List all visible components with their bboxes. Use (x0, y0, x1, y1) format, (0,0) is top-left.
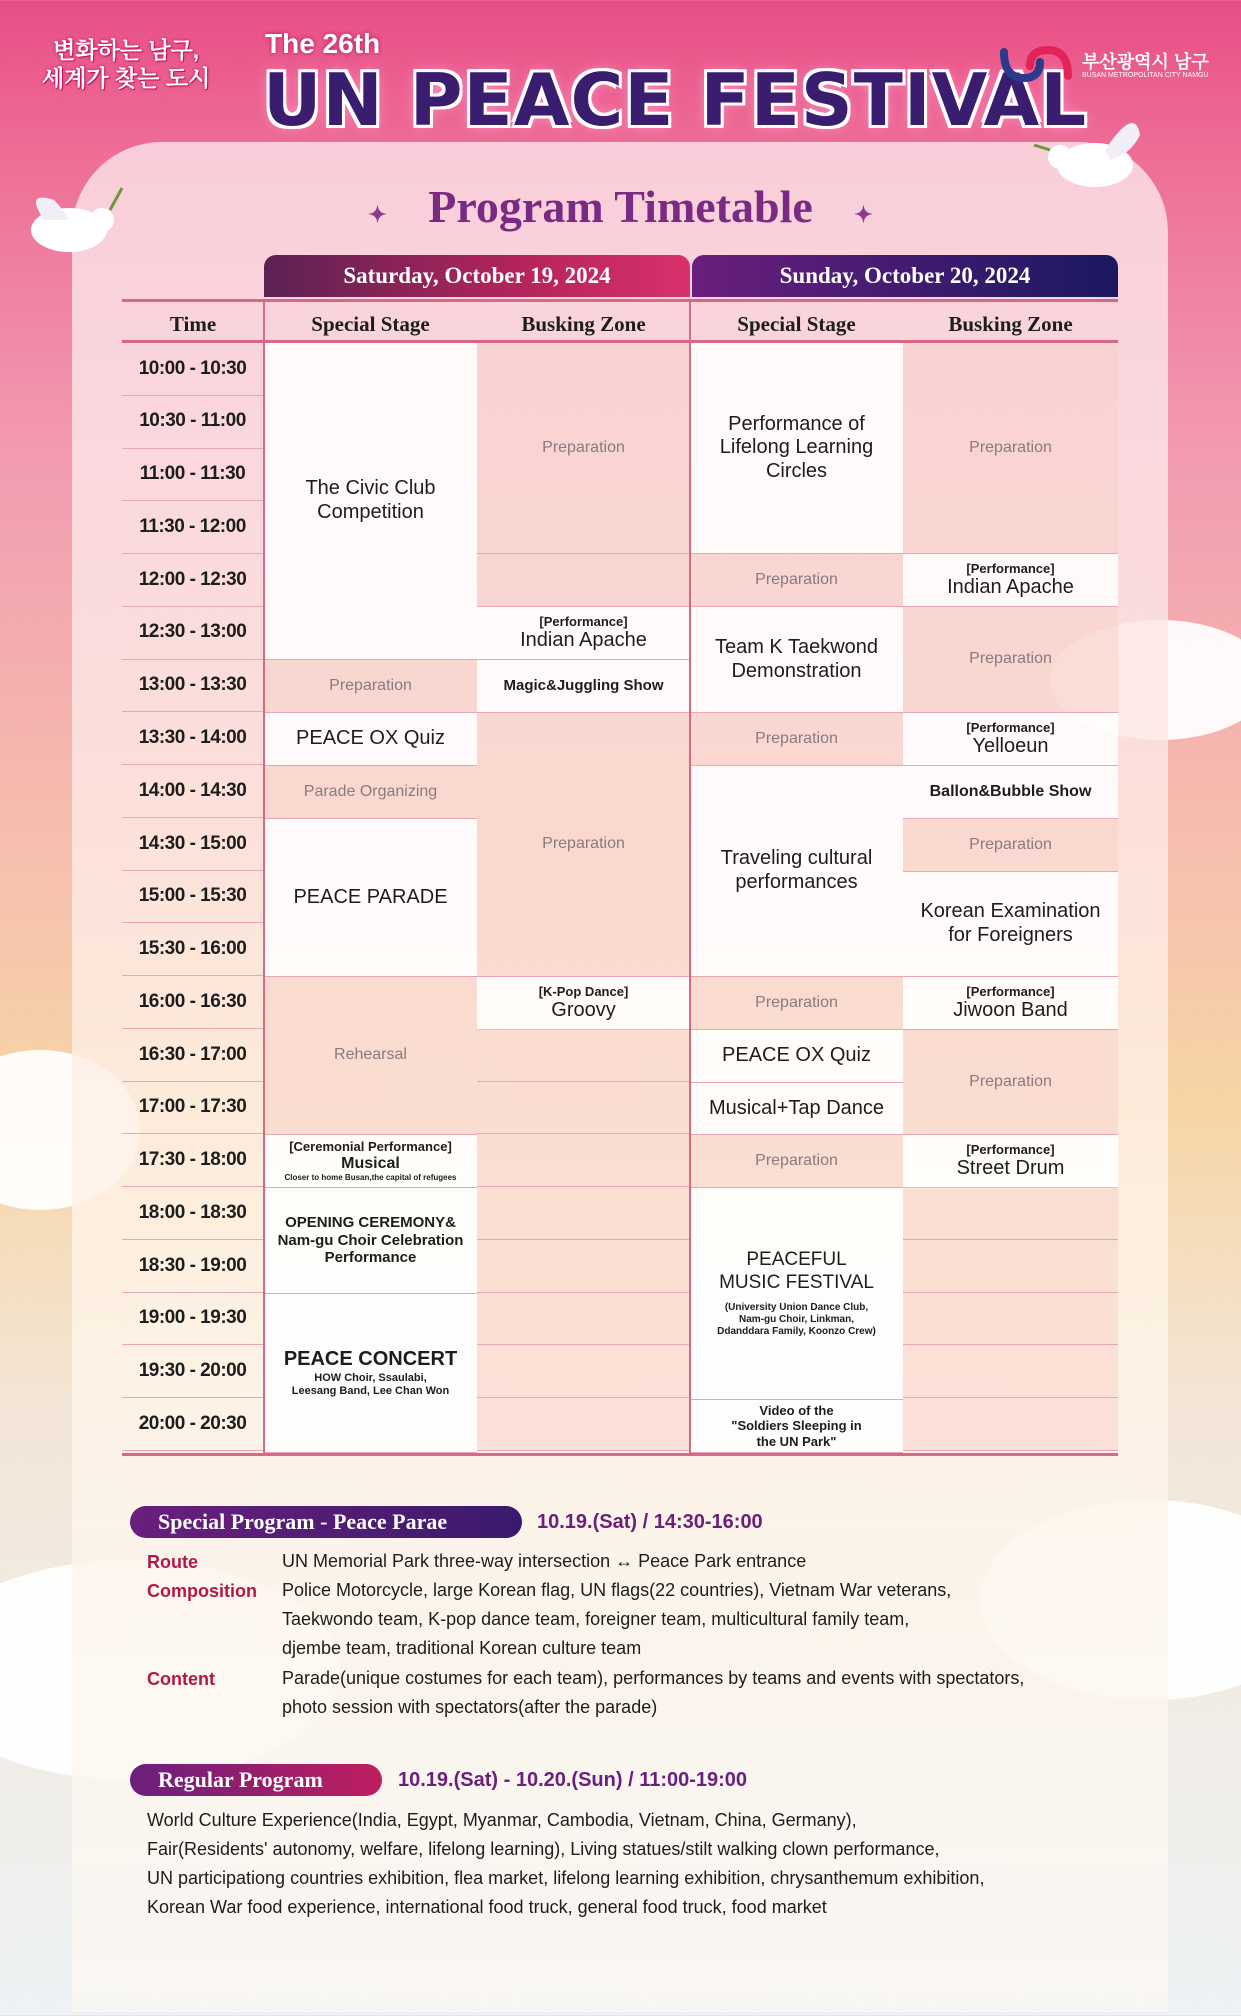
event-title: performances (735, 871, 858, 893)
event-title: Yelloeun (972, 734, 1049, 757)
time-slot: 15:30 - 16:00 (122, 923, 263, 976)
event-title: Circles (765, 459, 828, 482)
event-tag: [Ceremonial Performance] (289, 1139, 452, 1155)
time-slot: 19:30 - 20:00 (122, 1345, 263, 1398)
event-note: Ddanddara Family, Koonzo Crew) (717, 1325, 876, 1337)
column-header-time: Time (122, 299, 264, 343)
regular-program-badge: Regular Program (130, 1764, 382, 1796)
event-title: Street Drum (956, 1156, 1065, 1179)
column-header-sat-busking: Busking Zone (477, 299, 690, 343)
event-title: Musical (341, 1154, 400, 1172)
sat-stage-ox-quiz (264, 713, 477, 766)
sat-stage-peace-parade (264, 819, 477, 977)
time-slot: 10:00 - 10:30 (122, 343, 263, 396)
event-tag: [Performance] (966, 560, 1055, 576)
sat-busking-groovy (477, 977, 690, 1030)
day-header-sunday: Sunday, October 20, 2024 (692, 255, 1118, 297)
event-note: HOW Choir, Ssaulabi, (314, 1371, 427, 1384)
column-header-sat-stage: Special Stage (264, 299, 477, 343)
sun-busking-preparation (903, 1030, 1118, 1135)
event-note: (University Union Dance Club, (724, 1302, 869, 1314)
empty-slot (477, 1134, 690, 1187)
event-tag: [Performance] (966, 983, 1055, 999)
column-divider (263, 299, 265, 1453)
slogan-line: 세계가 찾는 도시 (42, 65, 211, 91)
sun-busking-preparation (903, 819, 1118, 872)
sun-stage-musical-tap-dance (690, 1083, 903, 1135)
empty-slot (477, 1293, 690, 1346)
sparkle-icon: ✦ (368, 202, 387, 227)
sun-busking-yelloeun (903, 713, 1118, 766)
event-title: Nam-gu Choir Celebration (277, 1231, 464, 1249)
time-slot: 14:00 - 14:30 (122, 765, 263, 818)
empty-slot (477, 1029, 690, 1082)
composition-line: djembe team, traditional Korean culture team (282, 1638, 642, 1658)
content-line: photo session with spectators(after the parade) (282, 1697, 658, 1717)
slogan (42, 36, 210, 92)
sun-stage-preparation (690, 1135, 903, 1188)
festival-title: UN PEACE FESTIVAL (263, 58, 1088, 142)
event-tag: [K-Pop Dance] (538, 983, 629, 999)
regular-program-text (147, 1806, 984, 1922)
time-slot: 12:00 - 12:30 (122, 554, 263, 607)
time-slot: 10:30 - 11:00 (122, 396, 263, 449)
prep-label: Preparation (969, 835, 1052, 853)
event-title: the UN Park" (756, 1433, 837, 1449)
sat-stage-parade-organizing (264, 766, 477, 819)
empty-slot (903, 1293, 1118, 1346)
time-slot: 20:00 - 20:30 (122, 1398, 263, 1451)
composition-line: Police Motorcycle, large Korean flag, UN flags(22 countries), Vietnam War veterans, (282, 1580, 952, 1600)
table-bottom-border (122, 1453, 1118, 1456)
namgu-logo-text: 부산광역시 남구 (1082, 52, 1209, 72)
sat-stage-civic-club (264, 343, 477, 660)
sun-busking-preparation (903, 607, 1118, 713)
time-slot: 14:30 - 15:00 (122, 818, 263, 871)
time-slot: 13:30 - 14:00 (122, 712, 263, 765)
time-slot: 11:30 - 12:00 (122, 501, 263, 554)
event-title: Lifelong Learning (719, 436, 874, 459)
prep-label: Parade Organizing (303, 782, 438, 800)
sparkle-icon: ✦ (854, 202, 873, 227)
sun-stage-video (690, 1400, 903, 1453)
event-title: Groovy (551, 998, 616, 1021)
empty-slot (903, 1398, 1118, 1451)
sat-stage-opening-ceremony (264, 1188, 477, 1294)
column-header-sun-busking: Busking Zone (903, 299, 1118, 343)
column-header-sun-stage: Special Stage (690, 299, 903, 343)
sun-busking-jiwoon-band (903, 977, 1118, 1030)
regular-program-line: World Culture Experience(India, Egypt, Myanmar, Cambodia, Vietnam, China, Germany), (147, 1810, 857, 1830)
event-title: Performance of (728, 412, 865, 435)
special-program-date: 10.19.(Sat) / 14:30-16:00 (537, 1511, 763, 1533)
sun-busking-korean-exam (903, 872, 1118, 977)
sat-stage-musical (264, 1135, 477, 1188)
event-title: OPENING CEREMONY& (285, 1213, 456, 1231)
event-tag: [Performance] (966, 719, 1055, 735)
namgu-logo-icon (1000, 44, 1072, 84)
event-title: PEACE PARADE (293, 885, 448, 908)
event-title: Demonstration (731, 659, 862, 682)
event-title: Korean Examination (920, 900, 1101, 923)
prep-label: Preparation (969, 438, 1052, 456)
event-title: Ballon&Bubble Show (929, 782, 1092, 800)
event-title: Indian Apache (947, 575, 1074, 598)
sun-stage-taekwond (690, 607, 903, 713)
prep-label: Preparation (969, 650, 1052, 668)
time-slot: 18:00 - 18:30 (122, 1187, 263, 1240)
event-tag: [Performance] (966, 1141, 1055, 1157)
sun-busking-indian-apache (903, 554, 1118, 607)
prep-label: Preparation (542, 835, 625, 853)
event-title: PEACE OX Quiz (296, 727, 445, 750)
time-slot: 18:30 - 19:00 (122, 1240, 263, 1293)
route-text: UN Memorial Park three-way intersection ↔ Peace Park entrance (282, 1551, 807, 1571)
event-title: PEACEFUL (746, 1249, 847, 1271)
sat-busking-preparation (477, 713, 690, 977)
regular-program-line: Korean War food experience, international food truck, general food truck, food market (147, 1897, 827, 1917)
time-slot: 17:30 - 18:00 (122, 1134, 263, 1187)
sat-stage-peace-concert (264, 1294, 477, 1453)
sat-busking-indian-apache (477, 607, 690, 660)
timetable-heading (0, 180, 1241, 233)
special-program-badge: Special Program - Peace Parae (130, 1506, 522, 1538)
timetable-grid (122, 299, 1118, 1447)
timetable-heading-text: Program Timetable (428, 181, 813, 232)
prep-label: Preparation (755, 1151, 838, 1169)
prep-label: Preparation (755, 993, 838, 1011)
event-title: Competition (317, 501, 424, 523)
content-label: Content (147, 1669, 215, 1689)
event-title: Traveling cultural (720, 847, 873, 870)
time-slot: 12:30 - 13:00 (122, 607, 263, 660)
event-title: Indian Apache (520, 628, 647, 651)
time-slot: 11:00 - 11:30 (122, 449, 263, 502)
sat-busking-magic-juggling (477, 660, 690, 713)
time-slot: 16:00 - 16:30 (122, 976, 263, 1029)
prep-label: Preparation (329, 676, 412, 694)
route-label: Route (147, 1552, 198, 1572)
empty-slot (477, 1398, 690, 1451)
empty-slot (477, 1082, 690, 1135)
composition-label: Composition (147, 1581, 257, 1601)
event-title: Magic&Juggling Show (503, 677, 664, 695)
slogan-line: 변화하는 남구, (53, 37, 200, 63)
sun-stage-preparation (690, 554, 903, 607)
content-line: Parade(unique costumes for each team), performances by teams and events with spectators, (282, 1668, 1025, 1688)
sat-busking-preparation (477, 343, 690, 554)
event-title: MUSIC FESTIVAL (719, 1271, 874, 1293)
regular-program-line: UN participationg countries exhibition, flea market, lifelong learning exhibition, chrysanthemum exhibition, (147, 1868, 985, 1888)
prep-label: Preparation (755, 570, 838, 588)
sat-stage-rehearsal (264, 977, 477, 1135)
empty-slot (477, 1345, 690, 1398)
event-note: Nam-gu Choir, Linkman, (738, 1314, 854, 1325)
sun-stage-preparation (690, 977, 903, 1030)
time-slot: 19:00 - 19:30 (122, 1293, 263, 1346)
namgu-logo-subtext: BUSAN METROPOLITAN CITY NAMGU (1082, 72, 1209, 79)
sun-stage-lifelong-learning (690, 343, 903, 554)
festival-edition: The 26th (265, 28, 381, 59)
event-title: The Civic Club (305, 477, 436, 500)
regular-program-line: Fair(Residents' autonomy, welfare, lifelong learning), Living statues/stilt walking clown performance, (147, 1839, 940, 1859)
event-tag: [Performance] (539, 613, 628, 629)
event-title: Team K Taekwond (714, 635, 879, 658)
time-slot: 15:00 - 15:30 (122, 871, 263, 924)
empty-slot (903, 1240, 1118, 1293)
empty-slot (903, 1345, 1118, 1398)
sun-stage-music-festival (690, 1188, 903, 1400)
prep-label: Preparation (755, 729, 838, 747)
event-note: Leesang Band, Lee Chan Won (291, 1384, 450, 1397)
sun-busking-preparation (903, 343, 1118, 554)
sun-busking-ballon-bubble (903, 766, 1118, 819)
event-title: Jiwoon Band (953, 998, 1068, 1021)
sun-stage-ox-quiz (690, 1030, 903, 1083)
empty-slot (477, 1240, 690, 1293)
time-slot: 13:00 - 13:30 (122, 660, 263, 713)
event-title: Musical+Tap Dance (708, 1096, 885, 1119)
prep-label: Preparation (542, 438, 625, 456)
event-title: "Soldiers Sleeping in (731, 1418, 862, 1434)
event-title: Video of the (759, 1403, 834, 1418)
time-slot: 16:30 - 17:00 (122, 1029, 263, 1082)
time-slot: 17:00 - 17:30 (122, 1082, 263, 1135)
column-divider (689, 299, 691, 1453)
composition-line: Taekwondo team, K-pop dance team, foreigner team, multicultural family team, (282, 1609, 910, 1629)
regular-program-date: 10.19.(Sat) - 10.20.(Sun) / 11:00-19:00 (398, 1769, 748, 1791)
empty-slot (903, 1187, 1118, 1240)
event-title: for Foreigners (948, 924, 1073, 946)
sun-stage-preparation (690, 713, 903, 766)
prep-label: Preparation (969, 1072, 1052, 1090)
event-title: PEACE OX Quiz (722, 1044, 871, 1067)
day-header-saturday: Saturday, October 19, 2024 (264, 255, 690, 297)
sat-busking-empty (477, 554, 690, 607)
composition-text (282, 1576, 951, 1663)
sat-stage-preparation (264, 660, 477, 713)
empty-slot (477, 1187, 690, 1240)
sun-busking-street-drum (903, 1135, 1118, 1188)
event-note: Closer to home Busan,the capital of refugees (284, 1173, 457, 1183)
prep-label: Rehearsal (334, 1046, 407, 1064)
event-title: PEACE CONCERT (283, 1348, 458, 1371)
sun-stage-traveling-cultural (690, 766, 903, 977)
content-text (282, 1664, 1024, 1722)
event-title: Performance (324, 1249, 417, 1267)
